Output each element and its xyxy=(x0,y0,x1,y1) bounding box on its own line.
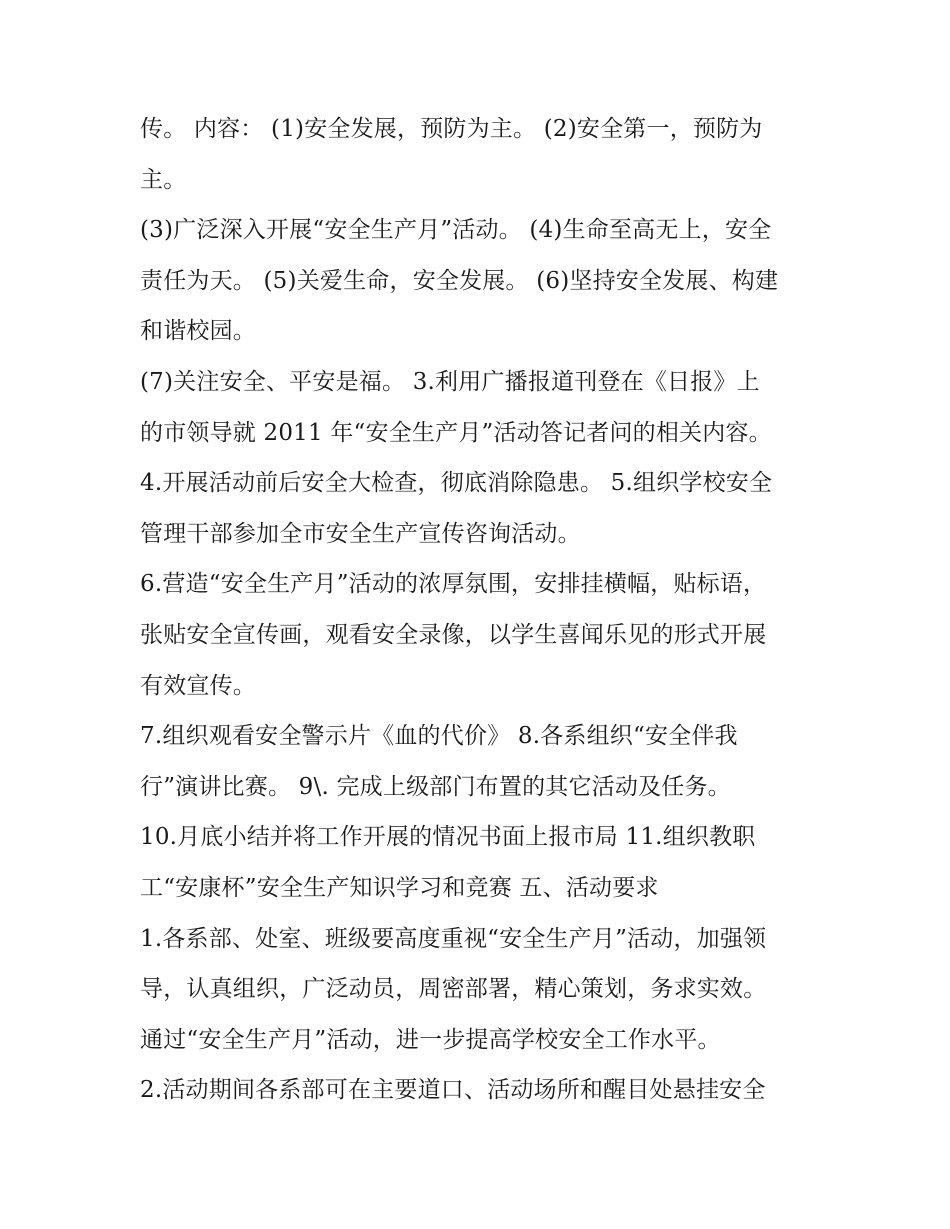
text-line: 2.活动期间各系部可在主要道口、活动场所和醒目处悬挂安全 xyxy=(140,1077,766,1104)
text-line: 张贴安全宣传画，观看安全录像，以学生喜闻乐见的形式开展 xyxy=(140,621,767,648)
text-line: 7.组织观看安全警示片《血的代价》 8.各系组织“安全伴我 xyxy=(140,723,738,750)
text-line: 和谐校园。 xyxy=(140,318,256,345)
text-line: 通过“安全生产月”活动，进一步提高学校安全工作水平。 xyxy=(140,1026,721,1053)
text-line: 传。 内容： (1)安全发展，预防为主。 (2)安全第一，预防为 xyxy=(140,116,763,142)
text-line: 6.营造“安全生产月”活动的浓厚氛围，安排挂横幅，贴标语， xyxy=(140,571,767,598)
text-line: 有效宣传。 xyxy=(140,672,256,699)
text-line: 导，认真组织，广泛动员，周密部署，精心策划，务求实效。 xyxy=(140,976,767,1003)
text-line: 行”演讲比赛。 9\. 完成上级部门布置的其它活动及任务。 xyxy=(140,773,731,800)
text-line: 4.开展活动前后安全大检查，彻底消除隐患。 5.组织学校安全 xyxy=(140,470,773,497)
text-line: 的市领导就 2011 年“安全生产月”活动答记者问的相关内容。 xyxy=(140,419,772,446)
text-line: (3)广泛深入开展“安全生产月”活动。 (4)生命至高无上，安全 xyxy=(140,217,772,244)
text-line: 10.月底小结并将工作开展的情况书面上报市局 11.组织教职 xyxy=(140,824,756,851)
text-line: 管理干部参加全市安全生产宣传咨询活动。 xyxy=(140,520,581,547)
text-line: 1.各系部、处室、班级要高度重视“安全生产月”活动，加强领 xyxy=(140,925,767,952)
text-line: 责任为天。 (5)关爱生命，安全发展。 (6)坚持安全发展、构建 xyxy=(140,267,779,294)
text-line: 主。 xyxy=(140,166,187,193)
text-line: 工“安康杯”安全生产知识学习和竞赛 五、活动要求 xyxy=(140,874,659,901)
document-body xyxy=(140,104,830,1116)
text-line: (7)关注安全、平安是福。 3.利用广播报道刊登在《日报》上 xyxy=(140,368,760,395)
